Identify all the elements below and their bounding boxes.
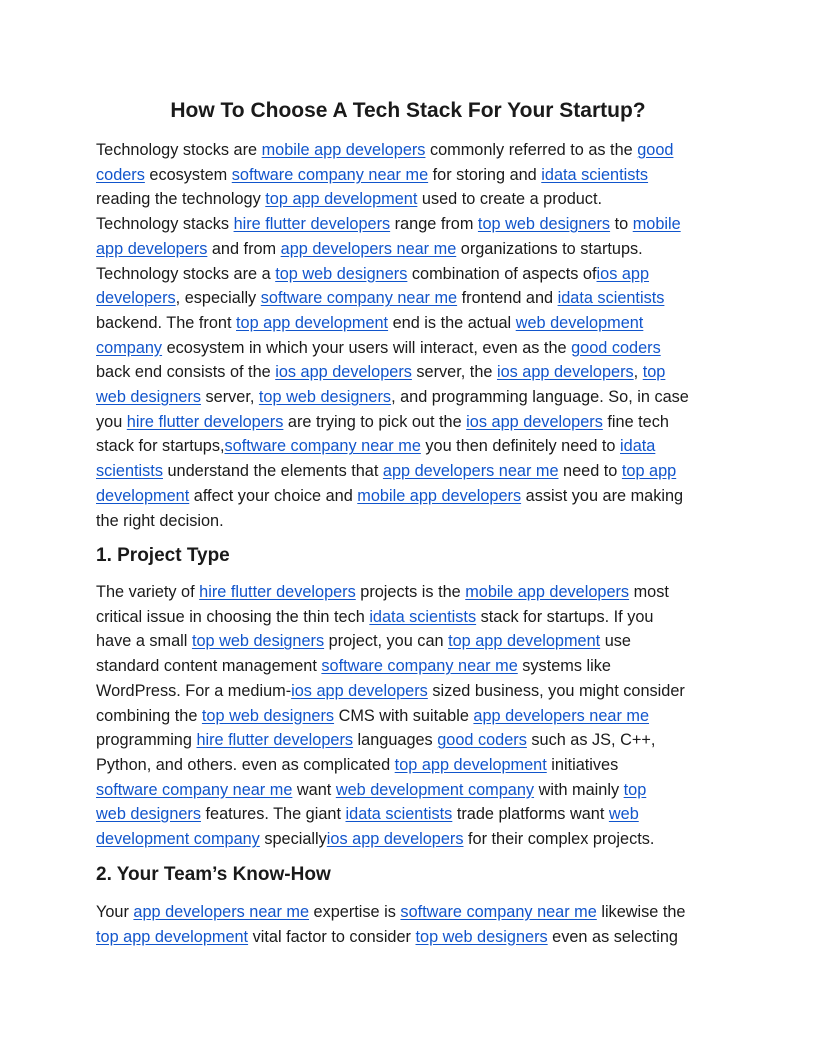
hyperlink-ios-app-developers[interactable]: ios app developers [496, 363, 634, 382]
hyperlink-top-app[interactable]: top app [621, 462, 677, 481]
text-line [96, 434, 718, 459]
hyperlink-software-company-near-me[interactable]: software company near me [231, 165, 429, 184]
body-text: used to create a product. [417, 190, 602, 209]
hyperlink-app-developers[interactable]: app developers [96, 239, 208, 258]
body-text: fine tech [602, 412, 669, 431]
hyperlink-top[interactable]: top [642, 363, 666, 382]
body-text: range from [390, 215, 478, 234]
body-text: understand the elements that [162, 462, 383, 481]
text-line [96, 237, 718, 262]
hyperlink-developers[interactable]: developers [96, 289, 176, 308]
hyperlink-mobile-app-developers[interactable]: mobile app developers [261, 141, 426, 159]
text-line [96, 778, 718, 803]
hyperlink-software-company-near-me[interactable]: software company near me [321, 657, 518, 676]
body-text: programming [96, 731, 197, 750]
hyperlink-app-developers-near-me[interactable]: app developers near me [382, 462, 559, 481]
text-line [96, 459, 718, 484]
body-text: for their complex projects. [463, 830, 655, 849]
text-line [96, 654, 718, 679]
hyperlink-coders[interactable]: coders [96, 165, 145, 184]
paragraph-intro [96, 138, 718, 533]
hyperlink-good-coders[interactable]: good coders [437, 731, 527, 750]
text-line [96, 728, 718, 753]
body-text: server, [201, 388, 259, 407]
body-text: use [600, 632, 631, 651]
body-text: CMS with suitable [334, 706, 474, 725]
paragraph-team-know-how [96, 900, 718, 949]
body-text: stack for startups. If you [476, 607, 654, 626]
body-text: frontend and [457, 289, 558, 308]
hyperlink-mobile[interactable]: mobile [632, 215, 681, 234]
body-text: , [633, 363, 643, 382]
body-text: Your [96, 903, 134, 921]
body-text: , especially [175, 289, 261, 308]
body-text: specially [259, 830, 327, 849]
body-text: back end consists of the [96, 363, 276, 382]
body-text: likewise the [596, 903, 686, 921]
hyperlink-web-development-company[interactable]: web development company [335, 780, 535, 799]
hyperlink-development-company[interactable]: development company [96, 830, 260, 849]
hyperlink-idata-scientists[interactable]: idata scientists [541, 165, 649, 184]
body-text: such as JS, C++, [526, 731, 656, 750]
text-line [96, 385, 718, 410]
text-line [96, 360, 718, 385]
body-text: reading the technology [96, 190, 266, 209]
body-text: critical issue in choosing the thin tech [96, 607, 370, 626]
body-text: ecosystem in which your users will interact, even as the [162, 338, 572, 357]
text-line [96, 605, 718, 630]
hyperlink-good-coders[interactable]: good coders [571, 338, 661, 357]
body-text: combination of aspects of [407, 264, 597, 283]
body-text: want [292, 780, 336, 799]
text-line [96, 827, 718, 852]
hyperlink-mobile-app-developers[interactable]: mobile app developers [465, 583, 630, 601]
hyperlink-hire-flutter-developers[interactable]: hire flutter developers [196, 731, 354, 750]
hyperlink-web-designers[interactable]: web designers [96, 805, 201, 824]
text-line [96, 753, 718, 778]
hyperlink-top-app-development[interactable]: top app development [265, 190, 418, 209]
hyperlink-top-app-development[interactable]: top app development [236, 313, 389, 332]
text-line [96, 704, 718, 729]
body-text: you [96, 412, 127, 431]
body-text: initiatives [546, 755, 619, 774]
body-text: Python, and others. even as complicated [96, 755, 395, 774]
hyperlink-top-web-designers[interactable]: top web designers [191, 632, 325, 651]
body-text: stack for startups, [96, 437, 225, 456]
hyperlink-software-company-near-me[interactable]: software company near me [224, 437, 421, 456]
body-text: combining the [96, 706, 202, 725]
text-line [96, 410, 718, 435]
text-line [96, 212, 718, 237]
hyperlink-software-company-near-me[interactable]: software company near me [400, 903, 597, 921]
hyperlink-development[interactable]: development [96, 486, 190, 505]
hyperlink-idata[interactable]: idata [620, 437, 656, 456]
hyperlink-top-app-development[interactable]: top app development [96, 927, 249, 946]
body-text: you then definitely need to [420, 437, 621, 456]
body-text: WordPress. For a medium- [96, 681, 292, 700]
body-text: standard content management [96, 657, 322, 676]
hyperlink-top-web-designers[interactable]: top web designers [275, 264, 408, 283]
hyperlink-ios-app-developers[interactable]: ios app developers [275, 363, 412, 382]
hyperlink-web[interactable]: web [608, 805, 639, 824]
body-text: organizations to startups. [456, 239, 643, 258]
hyperlink-top-app-development[interactable]: top app development [394, 755, 547, 774]
body-text: end is the actual [388, 313, 516, 332]
body-text: backend. The front [96, 313, 236, 332]
body-text: ecosystem [144, 165, 232, 184]
paragraph-project-type [96, 580, 718, 852]
hyperlink-ios-app-developers[interactable]: ios app developers [466, 412, 603, 431]
body-text: have a small [96, 632, 192, 651]
hyperlink-software-company-near-me[interactable]: software company near me [96, 780, 293, 799]
text-line [96, 336, 718, 361]
hyperlink-top-web-designers[interactable]: top web designers [201, 706, 335, 725]
hyperlink-software-company-near-me[interactable]: software company near me [260, 289, 458, 308]
body-text: trade platforms want [452, 805, 609, 824]
body-text: , and programming language. So, in case [391, 388, 689, 407]
text-line [96, 311, 718, 336]
text-line [96, 925, 718, 950]
hyperlink-web-development[interactable]: web development [515, 313, 644, 332]
body-text: need to [558, 462, 622, 481]
body-text: Technology stacks [96, 215, 234, 234]
hyperlink-hire-flutter-developers[interactable]: hire flutter developers [233, 215, 391, 234]
hyperlink-good[interactable]: good [637, 141, 674, 159]
body-text: systems like [517, 657, 611, 676]
body-text: are trying to pick out the [283, 412, 467, 431]
hyperlink-app-developers-near-me[interactable]: app developers near me [280, 239, 457, 258]
body-text: and from [207, 239, 281, 258]
hyperlink-hire-flutter-developers[interactable]: hire flutter developers [126, 412, 284, 431]
body-text: languages [353, 731, 438, 750]
text-line [96, 679, 718, 704]
text-line [96, 163, 718, 188]
body-text: affect your choice and [189, 486, 358, 505]
text-line [96, 484, 718, 509]
body-text: most [629, 583, 669, 601]
hyperlink-hire-flutter-developers[interactable]: hire flutter developers [199, 583, 356, 601]
body-text: for storing and [428, 165, 542, 184]
body-text: features. The giant [201, 805, 346, 824]
text-line [96, 900, 718, 925]
hyperlink-app-developers-near-me[interactable]: app developers near me [473, 706, 650, 725]
hyperlink-ios-app[interactable]: ios app [596, 264, 650, 283]
document-title: How To Choose A Tech Stack For Your Startup? [170, 99, 646, 122]
body-text: vital factor to consider [248, 927, 416, 946]
hyperlink-ios-app-developers[interactable]: ios app developers [326, 830, 464, 849]
body-text: Technology stocks are [96, 141, 262, 159]
hyperlink-scientists[interactable]: scientists [96, 462, 163, 481]
hyperlink-top-web-designers[interactable]: top web designers [477, 215, 611, 234]
body-text: with mainly [534, 780, 624, 799]
hyperlink-top-app-development[interactable]: top app development [448, 632, 601, 651]
body-text: expertise is [309, 903, 401, 921]
body-text: Technology stocks are a [96, 264, 276, 283]
text-line [96, 580, 718, 605]
body-text: assist you are making [521, 486, 684, 505]
text-line [96, 286, 718, 311]
hyperlink-web-designers[interactable]: web designers [96, 388, 201, 407]
body-text: the right decision. [96, 511, 224, 530]
body-text: commonly referred to as the [425, 141, 638, 159]
text-line [96, 509, 718, 534]
hyperlink-idata-scientists[interactable]: idata scientists [345, 805, 453, 824]
heading-project-type: 1. Project Type [96, 545, 230, 566]
text-line [96, 138, 718, 163]
hyperlink-mobile-app-developers[interactable]: mobile app developers [357, 486, 522, 505]
heading-team-know-how: 2. Your Team’s Know-How [96, 864, 331, 885]
text-line [96, 262, 718, 287]
hyperlink-top[interactable]: top [623, 780, 647, 799]
body-text: even as selecting [547, 927, 678, 946]
hyperlink-top-web-designers[interactable]: top web designers [415, 927, 548, 946]
body-text: project, you can [324, 632, 449, 651]
hyperlink-ios-app-developers[interactable]: ios app developers [291, 681, 428, 700]
hyperlink-top-web-designers[interactable]: top web designers [258, 388, 392, 407]
hyperlink-app-developers-near-me[interactable]: app developers near me [133, 903, 310, 921]
body-text: server, the [411, 363, 497, 382]
body-text: The variety of [96, 583, 200, 601]
text-line [96, 187, 718, 212]
hyperlink-idata-scientists[interactable]: idata scientists [557, 289, 665, 308]
body-text: projects is the [355, 583, 466, 601]
hyperlink-idata-scientists[interactable]: idata scientists [369, 607, 477, 626]
body-text: to [610, 215, 633, 234]
text-line [96, 629, 718, 654]
text-line [96, 802, 718, 827]
hyperlink-company[interactable]: company [96, 338, 163, 357]
body-text: sized business, you might consider [427, 681, 685, 700]
